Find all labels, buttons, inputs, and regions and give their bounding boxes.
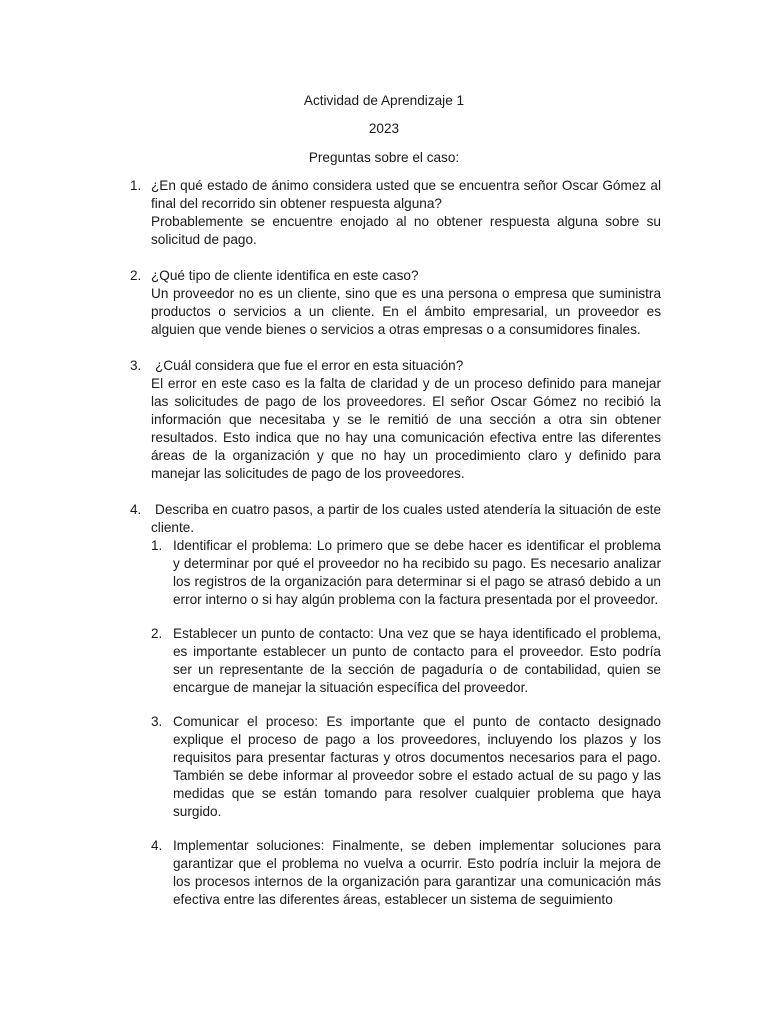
question-text: Describa en cuatro pasos, a partir de los cuales usted atendería la situación de este cliente. [151,502,661,535]
step-text: Comunicar el proceso: Es importante que el punto de contacto designado explique el proceso de pago a los proveedores, incluyendo los plazos y los requisitos para presentar facturas y otros documentos necesarios para el pago. También se debe informar al proveedor sobre el estado actual de su pago y las medidas que se están tomando para resolver cualquier problema que haya surgido. [173,714,661,819]
question-item [120,267,661,339]
step-item [151,625,661,697]
answer-text: Un proveedor no es un cliente, sino que es una persona o empresa que suministra productos o servicios a un cliente. En el ámbito empresarial, un proveedor es alguien que vende bienes o servicios a otras empresas o a consumidores finales. [151,286,661,337]
question-text: ¿Qué tipo de cliente identifica en este caso? [151,268,419,283]
question-text: ¿En qué estado de ánimo considera usted que se encuentra señor Oscar Gómez al final del recorrido sin obtener respuesta alguna? [151,178,661,211]
step-item [151,713,661,821]
step-number: 2. [151,626,163,641]
document-subtitle: Preguntas sobre el caso: [308,150,460,165]
step-text: Establecer un punto de contacto: Una vez que se haya identificado el problema, es importante establecer un punto de contacto para el proveedor. Esto podría ser un representante de la sección de pagaduría o de contabilidad, quien se encargue de manejar la situación específica del proveedor. [173,626,661,695]
question-item [120,501,661,909]
question-item [120,177,661,249]
steps-list [151,537,661,909]
step-item [151,837,661,909]
step-number: 4. [151,838,163,853]
question-item [120,357,661,483]
question-number: 4. [130,502,142,517]
question-number: 2. [130,268,142,283]
step-number: 3. [151,714,163,729]
document-title: Actividad de Aprendizaje 1 [303,93,465,108]
question-number: 1. [130,178,142,193]
step-item [151,537,661,609]
step-number: 1. [151,538,163,553]
question-text: ¿Cuál considera que fue el error en esta situación? [155,358,464,373]
step-text: Implementar soluciones: Finalmente, se deben implementar soluciones para garantizar que el problema no vuelva a ocurrir. Esto podría incluir la mejora de los procesos internos de la organización para garantizar una comunicación más efectiva entre las diferentes áreas, establecer un sistema de seguimiento [173,838,661,907]
questions-list [120,177,661,927]
answer-text: El error en este caso es la falta de claridad y de un proceso definido para manejar las solicitudes de pago de los proveedores. El señor Oscar Gómez no recibió la información que necesitaba y se le remitió de una sección a otra sin obtener resultados. Esto indica que no hay una comunicación efectiva entre las diferentes áreas de la organización y que no hay un procedimiento claro y definido para manejar las solicitudes de pago de los proveedores. [151,376,661,481]
document-year: 2023 [368,121,400,136]
answer-text: Probablemente se encuentre enojado al no obtener respuesta alguna sobre su solicitud de pago. [151,214,661,247]
step-text: Identificar el problema: Lo primero que se debe hacer es identificar el problema y determinar por qué el proveedor no ha recibido su pago. Es necesario analizar los registros de la organización para determinar si el pago se atrasó debido a un error interno o si hay algún problema con la factura presentada por el proveedor. [173,538,661,607]
question-number: 3. [130,358,142,373]
